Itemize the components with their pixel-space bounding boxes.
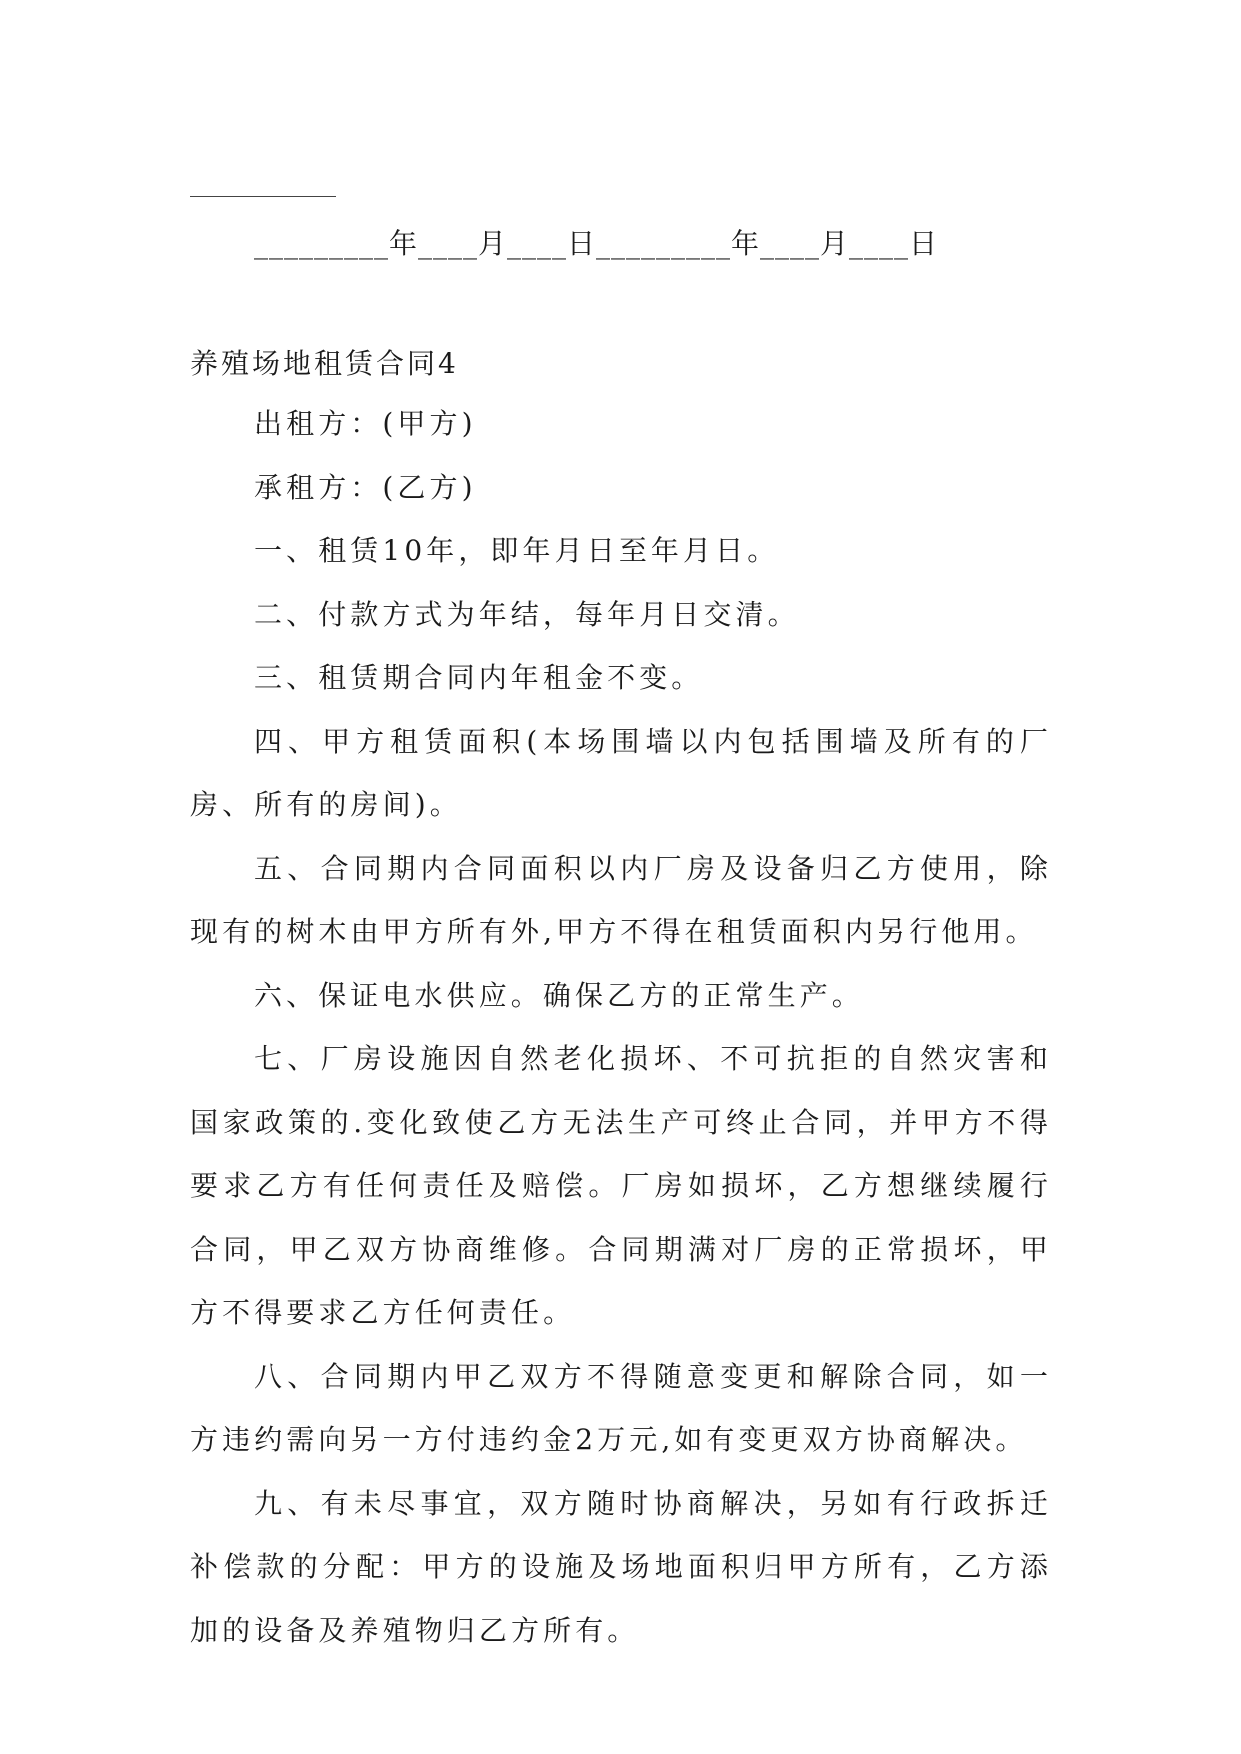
clause-6: 六、保证电水供应。确保乙方的正常生产。 xyxy=(254,978,864,1012)
clause-4: 四、甲方租赁面积(本场围墙以内包括围墙及所有的厂房、所有的房间)。 xyxy=(190,724,1052,821)
contract-title: 养殖场地租赁合同4 xyxy=(190,347,459,380)
clause-5: 五、合同期内合同面积以内厂房及设备归乙方使用，除现有的树木由甲方所有外,甲方不得在租赁面积内另行他用。 xyxy=(190,851,1052,948)
contract-body xyxy=(190,392,1052,1662)
clause-2: 二、付款方式为年结，每年月日交清。 xyxy=(254,597,800,631)
clause-1: 一、租赁10年，即年月日至年月日。 xyxy=(254,534,780,567)
signature-date-row: _________年____月____日_________年____月____日 xyxy=(254,227,939,260)
lessee-line: 承租方：(乙方) xyxy=(254,470,477,504)
lessor-line: 出租方：(甲方) xyxy=(254,407,477,440)
clause-7: 七、厂房设施因自然老化损坏、不可抗拒的自然灾害和国家政策的.变化致使乙方无法生产可终止合同，并甲方不得要求乙方有任何责任及赔偿。厂房如损坏，乙方想继续履行合同，甲乙双方协商维修。合同期满对厂房的正常损坏，甲方不得要求乙方任何责任。 xyxy=(190,1042,1052,1329)
clause-8: 八、合同期内甲乙双方不得随意变更和解除合同，如一方违约需向另一方付违约金2万元,如有变更双方协商解决。 xyxy=(190,1359,1052,1456)
clause-3: 三、租赁期合同内年租金不变。 xyxy=(254,661,704,694)
clause-9: 九、有未尽事宜，双方随时协商解决，另如有行政拆迁补偿款的分配：甲方的设施及场地面积归甲方所有，乙方添加的设备及养殖物归乙方所有。 xyxy=(190,1486,1052,1647)
signature-blank-line xyxy=(190,196,336,197)
